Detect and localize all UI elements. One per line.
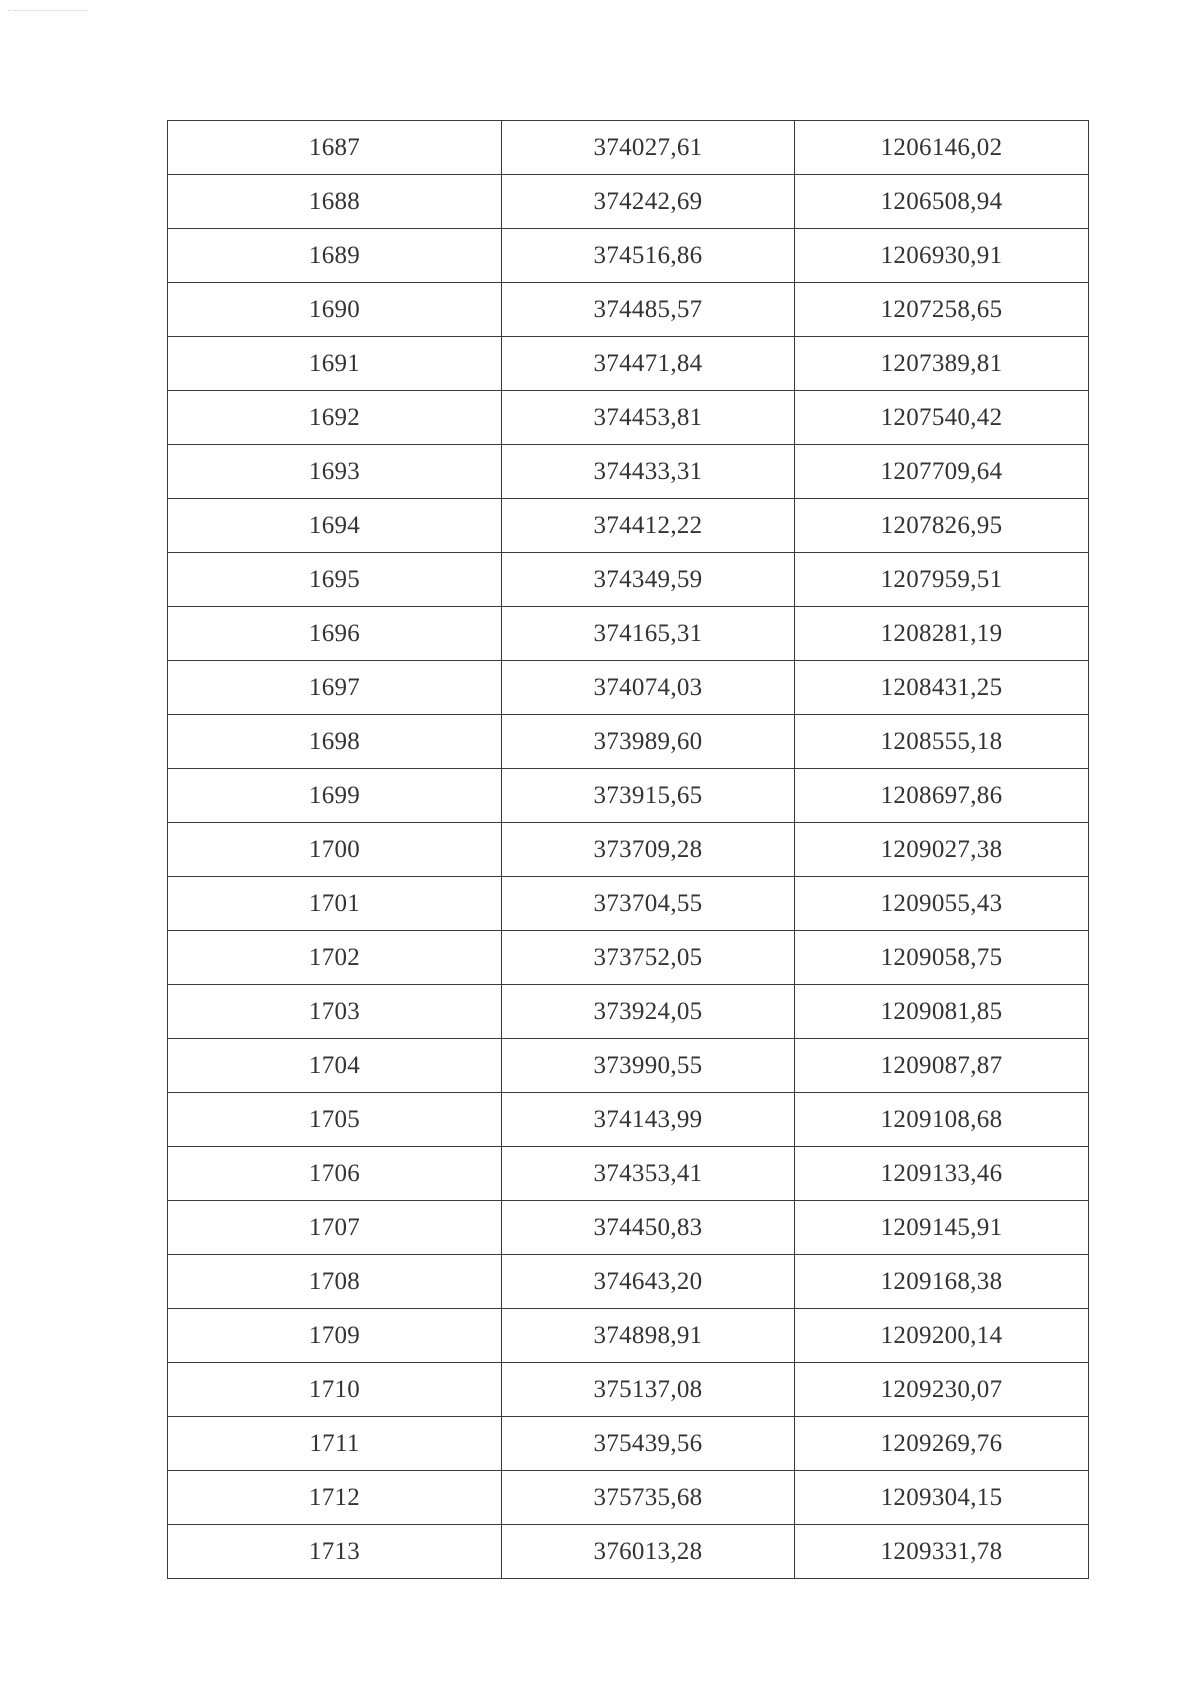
point-number-cell: 1695 xyxy=(168,553,502,607)
table-row xyxy=(168,283,1089,337)
point-number-cell: 1713 xyxy=(168,1525,502,1579)
x-coordinate-cell: 373704,55 xyxy=(502,877,795,931)
table-row xyxy=(168,823,1089,877)
x-coordinate-cell: 374898,91 xyxy=(502,1309,795,1363)
x-coordinate-cell: 374074,03 xyxy=(502,661,795,715)
y-coordinate-cell: 1209058,75 xyxy=(795,931,1089,985)
table-row xyxy=(168,1363,1089,1417)
point-number-cell: 1690 xyxy=(168,283,502,337)
table-row xyxy=(168,1309,1089,1363)
point-number-cell: 1705 xyxy=(168,1093,502,1147)
x-coordinate-cell: 373752,05 xyxy=(502,931,795,985)
x-coordinate-cell: 374353,41 xyxy=(502,1147,795,1201)
table-row xyxy=(168,499,1089,553)
x-coordinate-cell: 374412,22 xyxy=(502,499,795,553)
y-coordinate-cell: 1208555,18 xyxy=(795,715,1089,769)
y-coordinate-cell: 1209230,07 xyxy=(795,1363,1089,1417)
point-number-cell: 1697 xyxy=(168,661,502,715)
point-number-cell: 1711 xyxy=(168,1417,502,1471)
table-row xyxy=(168,1417,1089,1471)
y-coordinate-cell: 1209055,43 xyxy=(795,877,1089,931)
point-number-cell: 1703 xyxy=(168,985,502,1039)
x-coordinate-cell: 374516,86 xyxy=(502,229,795,283)
x-coordinate-cell: 374143,99 xyxy=(502,1093,795,1147)
y-coordinate-cell: 1209168,38 xyxy=(795,1255,1089,1309)
x-coordinate-cell: 374485,57 xyxy=(502,283,795,337)
point-number-cell: 1712 xyxy=(168,1471,502,1525)
y-coordinate-cell: 1209145,91 xyxy=(795,1201,1089,1255)
table-row xyxy=(168,1201,1089,1255)
table-row xyxy=(168,1093,1089,1147)
x-coordinate-cell: 374165,31 xyxy=(502,607,795,661)
table-row xyxy=(168,553,1089,607)
table-row xyxy=(168,607,1089,661)
point-number-cell: 1699 xyxy=(168,769,502,823)
table-row xyxy=(168,229,1089,283)
x-coordinate-cell: 374242,69 xyxy=(502,175,795,229)
x-coordinate-cell: 374349,59 xyxy=(502,553,795,607)
y-coordinate-cell: 1209331,78 xyxy=(795,1525,1089,1579)
table-row xyxy=(168,931,1089,985)
table-row xyxy=(168,877,1089,931)
table-row xyxy=(168,175,1089,229)
x-coordinate-cell: 373709,28 xyxy=(502,823,795,877)
y-coordinate-cell: 1208697,86 xyxy=(795,769,1089,823)
y-coordinate-cell: 1209133,46 xyxy=(795,1147,1089,1201)
coordinates-table xyxy=(167,120,1089,1579)
point-number-cell: 1701 xyxy=(168,877,502,931)
y-coordinate-cell: 1209087,87 xyxy=(795,1039,1089,1093)
y-coordinate-cell: 1209200,14 xyxy=(795,1309,1089,1363)
x-coordinate-cell: 375439,56 xyxy=(502,1417,795,1471)
x-coordinate-cell: 373990,55 xyxy=(502,1039,795,1093)
point-number-cell: 1691 xyxy=(168,337,502,391)
table-row xyxy=(168,985,1089,1039)
table-row xyxy=(168,445,1089,499)
point-number-cell: 1707 xyxy=(168,1201,502,1255)
point-number-cell: 1698 xyxy=(168,715,502,769)
y-coordinate-cell: 1209269,76 xyxy=(795,1417,1089,1471)
point-number-cell: 1702 xyxy=(168,931,502,985)
table-row xyxy=(168,769,1089,823)
x-coordinate-cell: 373915,65 xyxy=(502,769,795,823)
point-number-cell: 1710 xyxy=(168,1363,502,1417)
point-number-cell: 1689 xyxy=(168,229,502,283)
point-number-cell: 1696 xyxy=(168,607,502,661)
table-row xyxy=(168,1471,1089,1525)
table-row xyxy=(168,715,1089,769)
x-coordinate-cell: 374450,83 xyxy=(502,1201,795,1255)
point-number-cell: 1692 xyxy=(168,391,502,445)
y-coordinate-cell: 1207540,42 xyxy=(795,391,1089,445)
point-number-cell: 1694 xyxy=(168,499,502,553)
y-coordinate-cell: 1207826,95 xyxy=(795,499,1089,553)
y-coordinate-cell: 1209027,38 xyxy=(795,823,1089,877)
x-coordinate-cell: 373989,60 xyxy=(502,715,795,769)
table-row xyxy=(168,391,1089,445)
table-row xyxy=(168,1525,1089,1579)
y-coordinate-cell: 1207959,51 xyxy=(795,553,1089,607)
table-row xyxy=(168,121,1089,175)
x-coordinate-cell: 374027,61 xyxy=(502,121,795,175)
table-row xyxy=(168,1147,1089,1201)
table-row xyxy=(168,337,1089,391)
y-coordinate-cell: 1207389,81 xyxy=(795,337,1089,391)
y-coordinate-cell: 1206508,94 xyxy=(795,175,1089,229)
point-number-cell: 1706 xyxy=(168,1147,502,1201)
point-number-cell: 1693 xyxy=(168,445,502,499)
table-row xyxy=(168,661,1089,715)
x-coordinate-cell: 376013,28 xyxy=(502,1525,795,1579)
y-coordinate-cell: 1207709,64 xyxy=(795,445,1089,499)
y-coordinate-cell: 1208431,25 xyxy=(795,661,1089,715)
x-coordinate-cell: 374471,84 xyxy=(502,337,795,391)
x-coordinate-cell: 375735,68 xyxy=(502,1471,795,1525)
y-coordinate-cell: 1209081,85 xyxy=(795,985,1089,1039)
y-coordinate-cell: 1206930,91 xyxy=(795,229,1089,283)
x-coordinate-cell: 373924,05 xyxy=(502,985,795,1039)
x-coordinate-cell: 374643,20 xyxy=(502,1255,795,1309)
y-coordinate-cell: 1208281,19 xyxy=(795,607,1089,661)
x-coordinate-cell: 374453,81 xyxy=(502,391,795,445)
point-number-cell: 1687 xyxy=(168,121,502,175)
table-row xyxy=(168,1039,1089,1093)
point-number-cell: 1688 xyxy=(168,175,502,229)
coordinates-table-body xyxy=(168,121,1089,1579)
table-row xyxy=(168,1255,1089,1309)
x-coordinate-cell: 375137,08 xyxy=(502,1363,795,1417)
x-coordinate-cell: 374433,31 xyxy=(502,445,795,499)
point-number-cell: 1704 xyxy=(168,1039,502,1093)
y-coordinate-cell: 1207258,65 xyxy=(795,283,1089,337)
y-coordinate-cell: 1209108,68 xyxy=(795,1093,1089,1147)
point-number-cell: 1700 xyxy=(168,823,502,877)
point-number-cell: 1709 xyxy=(168,1309,502,1363)
y-coordinate-cell: 1206146,02 xyxy=(795,121,1089,175)
y-coordinate-cell: 1209304,15 xyxy=(795,1471,1089,1525)
point-number-cell: 1708 xyxy=(168,1255,502,1309)
scan-artifact-mark xyxy=(8,10,88,13)
